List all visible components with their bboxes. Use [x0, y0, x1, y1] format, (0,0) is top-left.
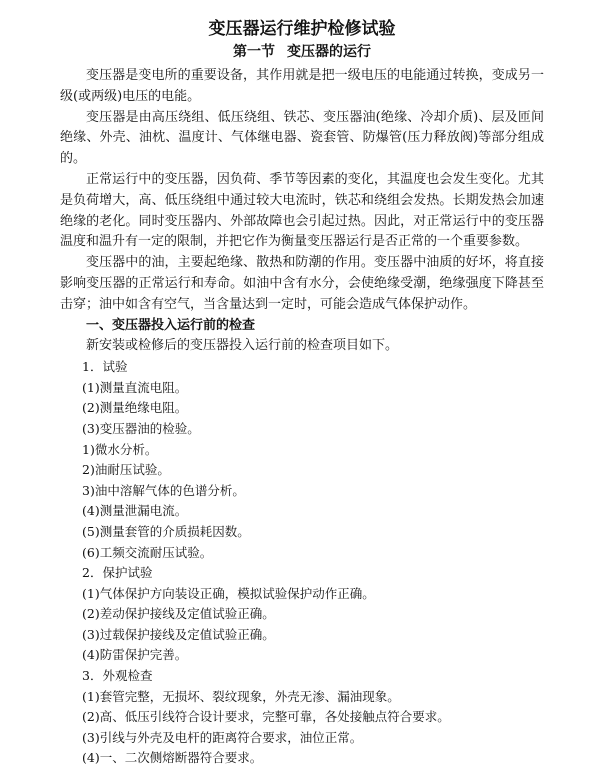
section-number: 第一节: [233, 44, 275, 60]
list-item: 2．保护试验: [82, 565, 153, 581]
list-item: (4)一、二次侧熔断器符合要求。: [82, 750, 263, 766]
paragraph: 变压器是由高压绕组、低压绕组、铁芯、变压器油(绝缘、冷却介质)、层及匝间绝缘、外壳、油枕、温度计、气体继电器、瓷套管、防爆管(压力释放阀)等部分组成的。: [60, 109, 544, 167]
paragraph: 变压器是变电所的重要设备，其作用就是把一级电压的电能通过转换，变成另一级(或两级)电压的电能。: [60, 68, 544, 104]
subsection-heading: 一、变压器投入运行前的检查: [86, 317, 256, 333]
section-heading: [60, 42, 544, 62]
list-item: (2)差动保护接线及定值试验正确。: [82, 606, 275, 622]
list-item: 3)油中溶解气体的色谱分析。: [82, 482, 245, 498]
list-item: (4)防雷保护完善。: [82, 647, 188, 663]
list-item: (2)测量绝缘电阻。: [82, 400, 188, 416]
paragraph: 正常运行中的变压器，因负荷、季节等因素的变化，其温度也会发生变化。尤其是负荷增大，高、低压绕组中通过较大电流时，铁芯和绕组会发热。长期发热会加速绝缘的老化。同时变压器内、外部故障也会引起过热。因此，对正常运行中的变压器温度和温升有一定的限制，并把它作为衡量变压器运行是否正常的一个重要参数。: [60, 171, 544, 250]
list-item: 1．试验: [82, 359, 128, 375]
list-item: (5)测量套管的介质损耗因数。: [82, 523, 250, 539]
list-item: (3)变压器油的检验。: [82, 420, 200, 436]
list-item: 1)微水分析。: [82, 441, 158, 457]
list-item: (1)测量直流电阻。: [82, 379, 188, 395]
paragraph: 变压器中的油，主要起绝缘、散热和防潮的作用。变压器中油质的好坏，将直接影响变压器的正常运行和寿命。如油中含有水分，会使绝缘受潮，绝缘强度下降甚至击穿；油中如含有空气，当含量达到一定时，可能会造成气体保护动作。: [60, 255, 544, 312]
list-item: (6)工频交流耐压试验。: [82, 544, 213, 560]
list-item: (2)高、低压引线符合设计要求，完整可靠，各处接触点符合要求。: [82, 709, 450, 725]
list-item: 3．外观检查: [82, 668, 153, 684]
list-item: (1)气体保护方向装设正确，模拟试验保护动作正确。: [82, 585, 375, 601]
list-item: (4)测量泄漏电流。: [82, 503, 188, 519]
list-item: 2)油耐压试验。: [82, 462, 170, 478]
document-title: 变压器运行维护检修试验: [208, 19, 396, 39]
intro-text: 新安装或检修后的变压器投入运行前的检查项目如下。: [86, 338, 399, 354]
section-title: 变压器的运行: [287, 44, 371, 60]
list-item: (1)套管完整，无损坏、裂纹现象，外壳无渗、漏油现象。: [82, 688, 400, 704]
checklist: [60, 357, 544, 769]
list-item: (3)过载保护接线及定值试验正确。: [82, 626, 275, 642]
list-item: (3)引线与外壳及电杆的距离符合要求，油位正常。: [82, 729, 363, 745]
